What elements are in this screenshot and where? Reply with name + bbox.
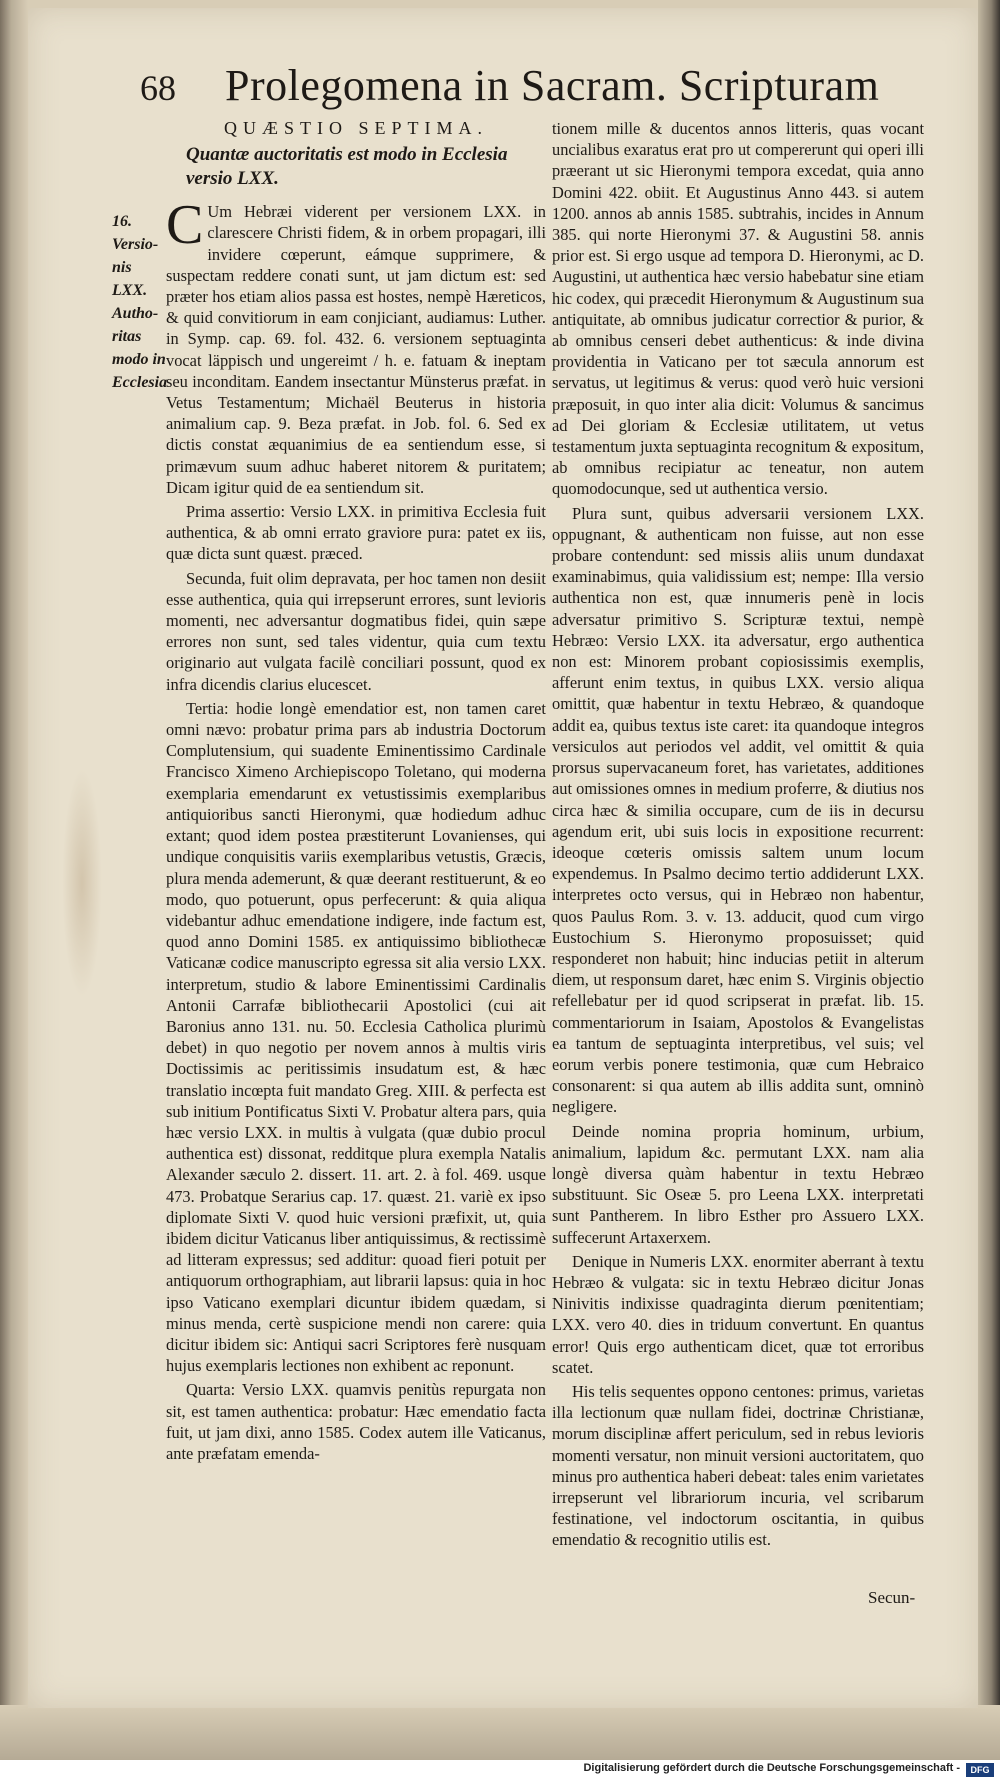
paragraph: Prima assertio: Versio LXX. in primitiva Ecclesia fuit authentica, & ab omni errato graviore pura: patet ex iis, quæ dicta sunt quæst. præced. [166, 502, 546, 564]
digitization-footer [0, 1760, 1000, 1780]
page-number: 68 [140, 68, 176, 108]
page-edge-right [978, 0, 1000, 1760]
paragraph: Tertia: hodie longè emendatior est, non tamen caret omni nævo: probatur prima pars ab industria Doctorum Complutensium, qui suadente Eminentissimo Cardinale Francisco Ximeno Archiepiscopo Toletano, qui moderna exemplaria emendarunt ex vetustissimis exemplaribus antiquioribus sancti Hieronymi, quæ hodiedum adhuc extant; quod idem postea præstiterunt Lovanienses, qui undique conquisitis variis exemplaribus vetustis, Græcis, plura menda ademerunt, & quæ deerant restituerunt, & eo modo, quo potuerunt, opus perfecerunt: & quia aliqua videbantur adhuc emendatione indigere, inde factum est, quod anno Domini 1585. ex antiquissimo bibliothecæ Vaticanæ codice manuscripto egressa sit alia versio LXX. interpretum, studio & labore Eminentissimi Cardinalis Antonii Carrafæ bibliothecarii Apostolici (cui ait Baronius anno 131. nu. 50. Ecclesia Catholica plurimù debet) in quo negotio per novem annos à multis viris Doctissimis ac peritissimis insudatum est, & hæc translatio incœpta fuit mandato Greg. XIII. & perfecta est sub initium Pontificatus Sixti V. Probatur altera pars, quia hæc versio LXX. in multis à vulgata (quæ dubio procul authentica est) dissonat, redditque plura exempla Natalis Alexander sæculo 2. dissert. 11. art. 2. à fol. 469. usque 473. Probatque Serarius cap. 17. quæst. 21. variè ex ipso diplomate Sixti V. quod huic versioni præfixit, ut, quia ibidem dicitur Vaticanus liber antiquissimus, & rectissimè ad litteram expressus; sed additur: quoad fieri potuit per antiquorum orthographiam, aut librarii lapsus: quia in hoc ipso Vaticano exemplari dicuntur ibidem quædam, si minus menda, certè suspicione mendi non carere: quia dicitur ibidem sic: Antiqui sacri Scriptores ferè nusquam hujus exemplaris lectiones non exhibent ac reponunt. [166, 698, 546, 1376]
margin-note-line: Ecclesia [112, 374, 168, 391]
margin-note-line: nis [112, 259, 132, 276]
paragraph: Denique in Numeris LXX. enormiter aberrant à textu Hebræo & vulgata: sic in textu Hebræo dicitur Jonas Ninivitis indixisse quadraginta dierum pœnitentiam; LXX. vero 40. dies in triduum convertunt. En quantus error! Quis ergo authenticam dicet, quæ tot erroribus scatet. [552, 1251, 924, 1377]
footer-credit: Digitalisierung gefördert durch die Deutsche Forschungsgemeinschaft - [583, 1762, 960, 1774]
question-heading: QUÆSTIO SEPTIMA. [223, 118, 488, 138]
dfg-logo: DFG [966, 1763, 994, 1777]
paragraph: Quarta: Versio LXX. quamvis penitùs repurgata non sit, est tamen authentica: probatur: Hæc emendatio facta fuit, ut jam dixi, anno 1585. Codex autem ille Vaticanus, ante præfatam emenda- [166, 1380, 546, 1463]
question-subtitle: Quantæ auctoritatis est modo in Ecclesia versio LXX. [186, 144, 508, 190]
margin-note-line: LXX. [112, 282, 148, 299]
binding-shadow [0, 0, 28, 1760]
paragraph: tionem mille & ducentos annos litteris, quas vocant uncialibus exaratus erat pro ut compererunt qui operi illi præerant ut sic Hieronymi tempora excedat, quia anno Domini 422. obiit. Et Augustinus Anno 443. si autem 1200. annos ab annis 1585. subtrahis, incides in Annum 385. qui norte Hieronymi 37. & Augustini 58. annis prior est. Si ergo usque ad tempora D. Hieronymi, ac D. Augustini, ut authentica hæc versio habebatur sine etiam hic codex, qui præcedit Hieronymum & Augustinum sua antiquitate, ab omnibus judicatur correctior & purior, & ab omnibus censeri debet authenticus: & inde divina providentia in Vaticano per tot sæcula annorum est servatus, ut legitimus & verus: quod verò huic versioni præposuit, in quo inter alia dicit: Volumus & sancimus ad Dei gloriam & Ecclesiæ utilitatem, ut vetus testamentum juxta septuaginta recognitum & expositum, ab omnibus recipiatur ac teneatur, non autem quomodocunque, sed ut authentica versio. [552, 119, 924, 499]
drop-cap: C [166, 194, 204, 257]
margin-note-line: modo in [112, 351, 166, 368]
catchword: Secun- [868, 1588, 916, 1607]
paper-stain [62, 768, 102, 998]
margin-note-line: Autho- [112, 305, 159, 322]
paragraph-text: Um Hebræi viderent per versionem LXX. in clarescere Christi fidem, & in orbem propagari, illi invidere cœperunt, eámque supprimere, & suspectam reddere conati sunt, ut jam dictum est: sed præter hos etiam alios passa est hostes, nempè Hæreticos, & quid convitiorum in eam conjiciant, audiamus: Luther. in Symp. cap. 69. fol. 432. 6. versionem septuaginta vocat läppisch und ungereimt / h. e. fatuam & ineptam seu inconditam. Eandem insectantur Münsterus præfat. in Vetus Testamentum; Michaël Beuterus in historia animalium cap. 9. Beza præfat. in Job. fol. 6. Sed ex dictis constat æquanimius de ea sentiendum esse, si primævum suum adhuc haberet nitorem & puritatem; Dicam igitur quid de ea sentiendum sit. [166, 202, 546, 497]
margin-note-line: 16. [112, 213, 132, 230]
paragraph: Secunda, fuit olim depravata, per hoc tamen non desiit esse authentica, quia qui irrepserunt errores, sunt levioris momenti, nec adversantur dogmatibus fidei, quin sæpe errores non sunt, sed tales videntur, quia cum textu originario aut vulgata facilè conciliari possunt, quod ex infra dicendis clarius elucescet. [166, 568, 546, 694]
page-title: Prolegomena in Sacram. Scripturam [225, 61, 880, 110]
paragraph: Plura sunt, quibus adversarii versionem LXX. oppugnant, & authenticam non fuisse, aut non esse probare contendunt: sed missis aliis unum dundaxat examinabimus, quia validissium est; nempe: Illa versio authentica non est, quæ innumeris penè in locis adversatur primitivo S. Scripturæ textui, nempè Hebræo: Versio LXX. ita adversatur, ergo authentica non est: Minorem probant copiosissimis exemplis, afferunt enim textus, in quibus LXX. versio aliqua omittit, quæ habentur in textu Hebræo, & quandoque addit ea, quibus textus iste caret: ita quandoque integros versiculos aut periodos vel addit, vel omittit & quia prorsus supervacaneum foret, has varietates, additiones aut omissiones omnes in medium proferre, & diutius nos circa hæc & similia occupare, cum de iis in decursu agendum erit, ubi suis locis in expositione recurrent: ideoque cœteris omissis saltem unum locum expendemus. In Psalmo decimo tertio addiderunt LXX. interpretes octo versus, qui in Hebræo non habentur, quos Paulus Rom. 3. v. 13. adducit, quod cum virgo Eustochium S. Hieronymo proposuisset; quid responderet non habuit; hinc inducias petiit in alterum diem, ut responsum daret, hæc enim S. Virginis objectio refellebatur per id quod scripserat in præfat. lib. 15. commentariorum in Isaiam, Apostolos & Evangelistas ea tantum de septuaginta interpretibus, vel suis; vel eorum verbis ponere testimonia, quæ cum Hebraico consonarent: si qua autem ab illis addita sunt, omninò negligere. [552, 503, 924, 1117]
paragraph: Deinde nomina propria hominum, urbium, animalium, lapidum &c. permutant LXX. nam alia longè diversa quàm habentur in textu Hebræo substituunt. Sic Oseæ 5. pro Leena LXX. interpretati sunt Pantherem. In libro Esther pro Assuero LXX. suffecerunt Artaxerxem. [552, 1121, 924, 1247]
margin-note-line: ritas [112, 328, 142, 345]
right-column [552, 118, 924, 1551]
running-head [140, 60, 879, 111]
paragraph [166, 194, 546, 498]
left-column [166, 118, 546, 1464]
margin-note-line: Versio- [112, 236, 159, 253]
paragraph: His telis sequentes oppono centones: primus, varietas illa lectionum quæ nullam fidei, doctrinæ Christianæ, morum disciplinæ affert periculum, sed in rebus levioris momenti versatur, non minuit versioni auctoritatem, quo minus pro authentica haberi debeat: tales enim varietates irrepserunt vel librariorum incuria, vel scribarum festinatione, vel indoctorum oscitantia, in quibus emendatio & recognitio utilis est. [552, 1381, 924, 1550]
page-edge-bottom [0, 1705, 1000, 1760]
